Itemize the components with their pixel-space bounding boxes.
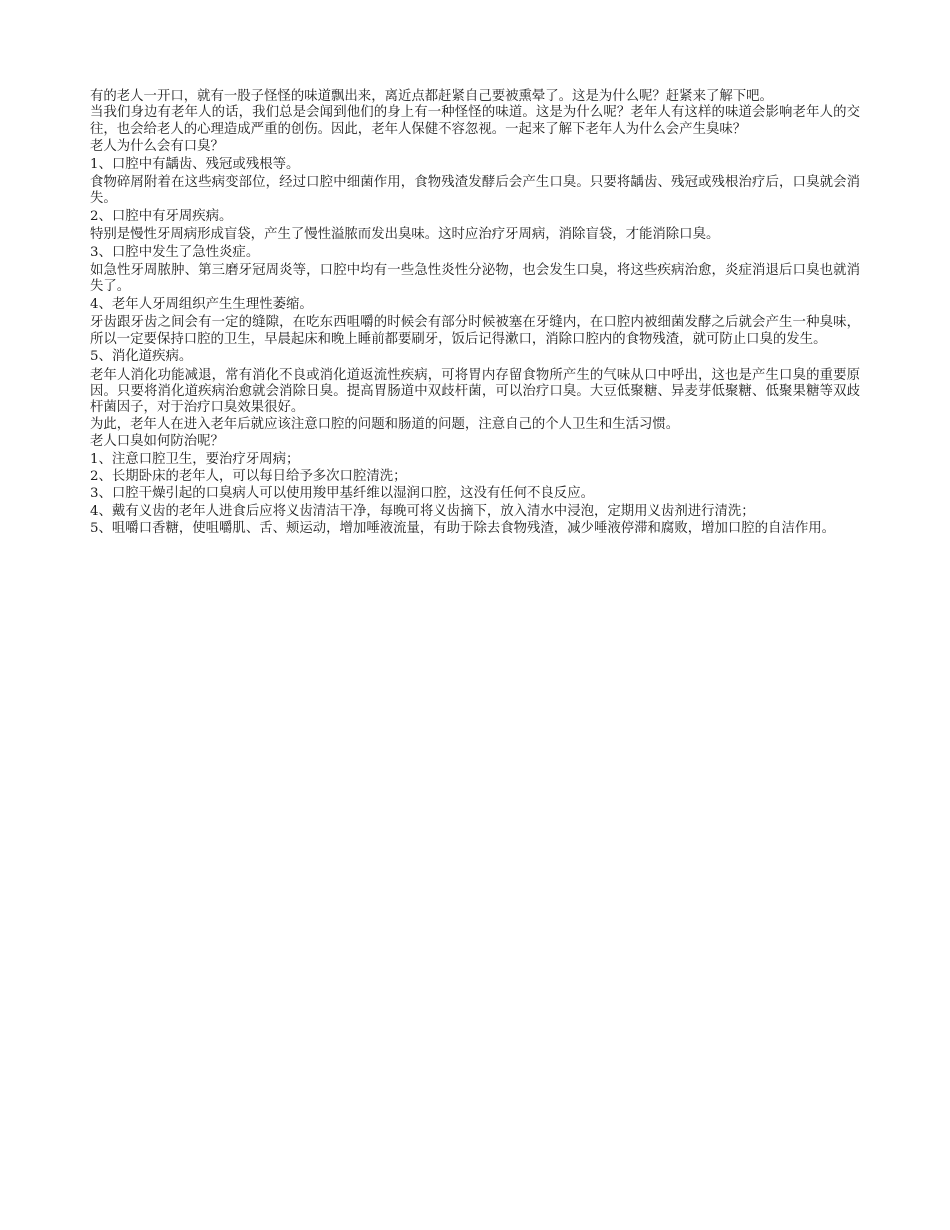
cause-item-body: 食物碎屑附着在这些病变部位，经过口腔中细菌作用，食物残渣发酵后会产生口臭。只要将龋齿、残冠或残根治疗后，口臭就会消失。 <box>90 175 860 207</box>
intro-paragraph: 有的老人一开口，就有一股子怪怪的味道飘出来，离近点都赶紧自己要被熏晕了。这是为什么呢？赶紧来了解下吧。 <box>90 89 773 104</box>
cause-item-title: 5、消化道疾病。 <box>90 349 193 365</box>
cause-item-title: 4、老年人牙周组织产生生理性萎缩。 <box>90 296 313 312</box>
section-heading: 老人口臭如何防治呢？ <box>90 434 224 450</box>
cause-item-title: 3、口腔中发生了急性炎症。 <box>90 244 260 260</box>
cause-item-body: 牙齿跟牙齿之间会有一定的缝隙，在吃东西咀嚼的时候会有部分时候被塞在牙缝内，在口腔内被细菌发酵之后就会产生一种臭味，所以一定要保持口腔的卫生，早晨起床和晚上睡前都要刷牙，饭后记得漱口，消除口腔内的食物残渣，就可防止口臭的发生。 <box>90 315 860 347</box>
cause-item-body: 如急性牙周脓肿、第三磨牙冠周炎等，口腔中均有一些急性炎性分泌物，也会发生口臭，将这些疾病治愈，炎症消退后口臭也就消失了。 <box>90 263 860 295</box>
cause-item-body: 特别是慢性牙周病形成盲袋，产生了慢性溢脓而发出臭味。这时应治疗牙周病，消除盲袋，才能消除口臭。 <box>90 227 720 243</box>
prevention-item: 1、注意口腔卫生，要治疗牙周病； <box>90 451 300 467</box>
cause-item-title: 1、口腔中有龋齿、残冠或残根等。 <box>90 156 300 172</box>
prevention-item: 2、长期卧床的老年人，可以每日给予多次口腔清洗； <box>90 468 407 484</box>
prevention-item: 4、戴有义齿的老年人进食后应将义齿清洁干净，每晚可将义齿摘下，放入清水中浸泡，定期用义齿剂进行清洗； <box>90 503 755 519</box>
section-heading: 老人为什么会有口臭？ <box>90 139 224 155</box>
cause-item-body: 老年人消化功能减退，常有消化不良或消化道返流性疾病，可将胃内存留食物所产生的气味从口中呼出，这也是产生口臭的重要原因。只要将消化道疾病治愈就会消除日臭。提高胃肠道中双歧杆菌，可以治疗口臭。大豆低聚糖、异麦芽低聚糖、低聚果糖等双歧杆菌因子，对于治疗口臭效果很好。 <box>90 367 860 416</box>
prevention-item: 3、口腔干燥引起的口臭病人可以使用羧甲基纤维以湿润口腔，这没有任何不良反应。 <box>90 486 594 502</box>
intro-paragraph: 当我们身边有老年人的话，我们总是会闻到他们的身上有一种怪怪的味道。这是为什么呢？老年人有这样的味道会影响老年人的交往，也会给老人的心理造成严重的创伤。因此，老年人保健不容忽视。一起来了解下老年人为什么会产生臭味？ <box>90 105 860 137</box>
summary-paragraph: 为此，老年人在进入老年后就应该注意口腔的问题和肠道的问题，注意自己的个人卫生和生活习惯。 <box>90 416 680 432</box>
prevention-item: 5、咀嚼口香糖，使咀嚼肌、舌、颊运动，增加唾液流量，有助于除去食物残渣，减少唾液停滞和腐败，增加口腔的自洁作用。 <box>90 521 835 537</box>
document-body <box>90 89 860 538</box>
cause-item-title: 2、口腔中有牙周疾病。 <box>90 208 233 224</box>
